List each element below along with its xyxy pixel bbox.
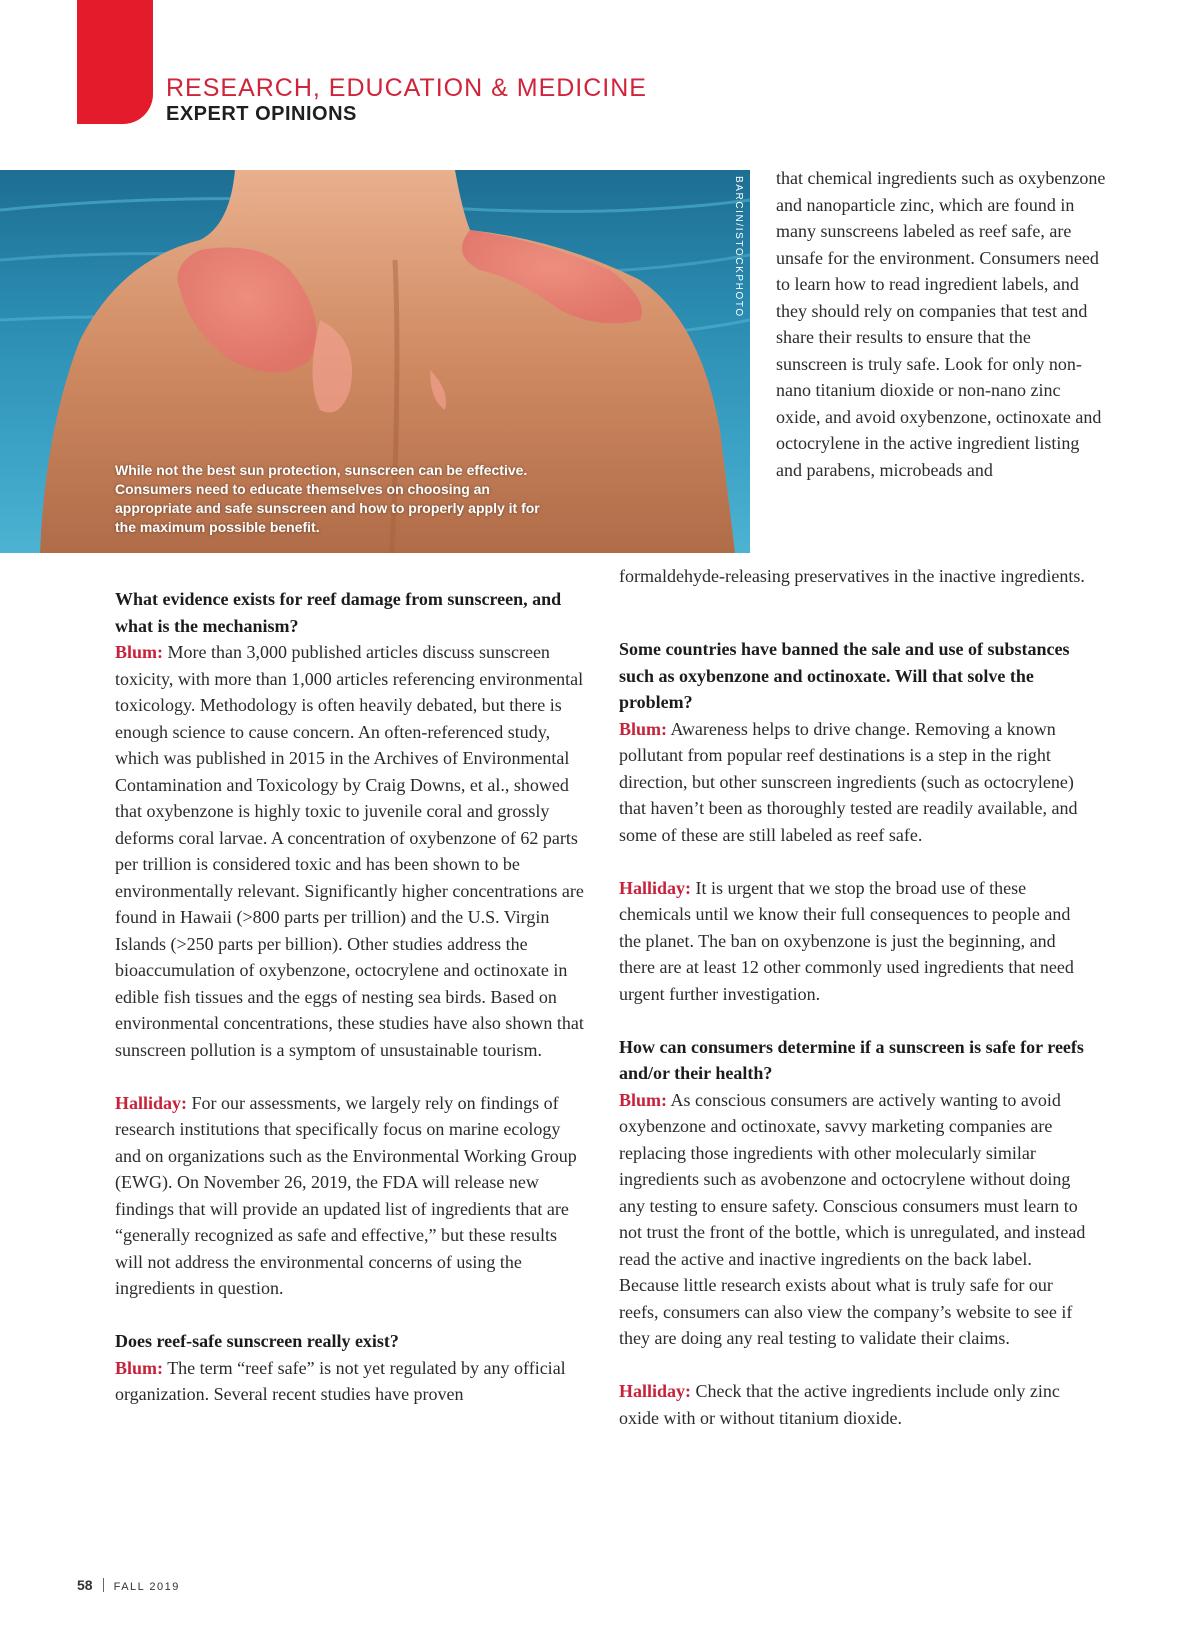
answer-text: For our assessments, we largely rely on findings of research institutions that specifically focus on marine ecology and on organizations such as the Environmental Working Group (EWG). On November 26, 2019, the FDA will release new findings that will provide an updated list of ingredients that are “generally recognized as safe and effective,” but these results will not address the environmental concerns of using the ingredients in question.	[115, 1092, 577, 1298]
speaker-label: Halliday:	[619, 1381, 692, 1401]
speaker-label: Blum:	[619, 718, 668, 739]
answer-text: As conscious consumers are actively wanting to avoid oxybenzone and octinoxate, savvy marketing companies are replacing those ingredients with other molecularly similar ingredients such as avobenzone and octocrylene without doing any testing to ensure safety. Conscious consumers must learn to not trust the front of the bottle, which is unregulated, and instead read the active and inactive ingredients on the back label. Because little research exists about what is truly safe for our reefs, consumers can also view the company’s website to see if they are doing any real testing to validate their claims.	[619, 1089, 1086, 1348]
qa-block	[619, 636, 1089, 848]
photo-credit: BARCIN/ISTOCKPHOTO	[733, 176, 744, 318]
answer-text: It is urgent that we stop the broad use of these chemicals until we know their full consequences to people and the planet. The ban on oxybenzone is just the beginning, and there are at least 12 other commonly used ingredients that need urgent further investigation.	[619, 877, 1074, 1004]
answer-text: The term “reef safe” is not yet regulated by any official organization. Several recent studies have proven	[115, 1357, 566, 1404]
left-column	[115, 586, 585, 1408]
body-text-wrapped: that chemical ingredients such as oxybenzone and nanoparticle zinc, which are found in many sunscreens labeled as reef safe, are unsafe for the environment. Consumers need to learn how to read ingredient labels, and they should rely on companies that test and share their results to ensure that the sunscreen is truly safe. Look for only non-nano titanium dioxide or non-nano zinc oxide, and avoid oxybenzone, octinoxate and octocrylene in the active ingredient listing and parabens, microbeads and	[776, 168, 1106, 480]
answer-text: Check that the active ingredients include only zinc oxide with or without titanium dioxide.	[619, 1381, 1060, 1428]
section-color-tab	[77, 0, 153, 124]
section-title: EXPERT OPINIONS	[166, 103, 357, 125]
page-footer	[77, 1577, 180, 1595]
section-kicker: RESEARCH, EDUCATION & MEDICINE	[166, 74, 647, 102]
photo-caption: While not the best sun protection, sunscreen can be effective. Consumers need to educate themselves on choosing an appropriate and safe sunscreen and how to properly apply it for the maximum possible benefit.	[115, 462, 540, 535]
answer-text: More than 3,000 published articles discuss sunscreen toxicity, with more than 1,000 articles referencing environmental toxicology. Methodology is often heavily debated, but there is enough science to cause concern. An often-referenced study, which was published in 2015 in the Archives of Environmental Contamination and Toxicology by Craig Downs, et al., showed that oxybenzone is highly toxic to juvenile coral and grossly deforms coral larvae. A concentration of oxybenzone of 62 parts per trillion is considered toxic and has been shown to be environmentally relevant. Significantly higher concentrations are found in Hawaii (>800 parts per trillion) and the U.S. Virgin Islands (>250 parts per billion). Other studies address the bioaccumulation of oxybenzone, octocrylene and octinoxate in edible fish tissues and the eggs of nesting sea birds. Based on environmental concentrations, these studies have also shown that sunscreen pollution is a symptom of unsustainable tourism.	[115, 642, 584, 1060]
question-heading: Some countries have banned the sale and use of substances such as oxybenzone and octinoxate. Will that solve the problem?	[619, 639, 1070, 712]
qa-block	[619, 1034, 1089, 1352]
qa-block	[115, 1328, 585, 1408]
speaker-label: Blum:	[115, 642, 164, 662]
qa-block	[115, 1090, 585, 1302]
answer-text: Awareness helps to drive change. Removing a known pollutant from popular reef destinations is a step in the right direction, but other sunscreen ingredients (such as octocrylene) that haven’t been as thoroughly tested are readily available, and some of these are still labeled as reef safe.	[619, 718, 1078, 845]
right-column	[619, 636, 1089, 1431]
speaker-label: Blum:	[619, 1089, 668, 1110]
qa-block	[115, 586, 585, 1063]
question-heading: What evidence exists for reef damage from sunscreen, and what is the mechanism?	[115, 589, 562, 636]
speaker-label: Halliday:	[115, 1092, 188, 1113]
body-text-continued: formaldehyde-releasing preservatives in the inactive ingredients.	[619, 566, 1085, 586]
issue-label: FALL 2019	[113, 1581, 180, 1593]
question-heading: How can consumers determine if a sunscreen is safe for reefs and/or their health?	[619, 1036, 1084, 1083]
qa-block	[619, 1378, 1089, 1431]
footer-divider	[103, 1578, 104, 1592]
page-number: 58	[77, 1577, 93, 1593]
question-heading: Does reef-safe sunscreen really exist?	[115, 1331, 399, 1351]
speaker-label: Halliday:	[619, 877, 692, 898]
qa-block	[619, 875, 1089, 1008]
speaker-label: Blum:	[115, 1357, 164, 1378]
